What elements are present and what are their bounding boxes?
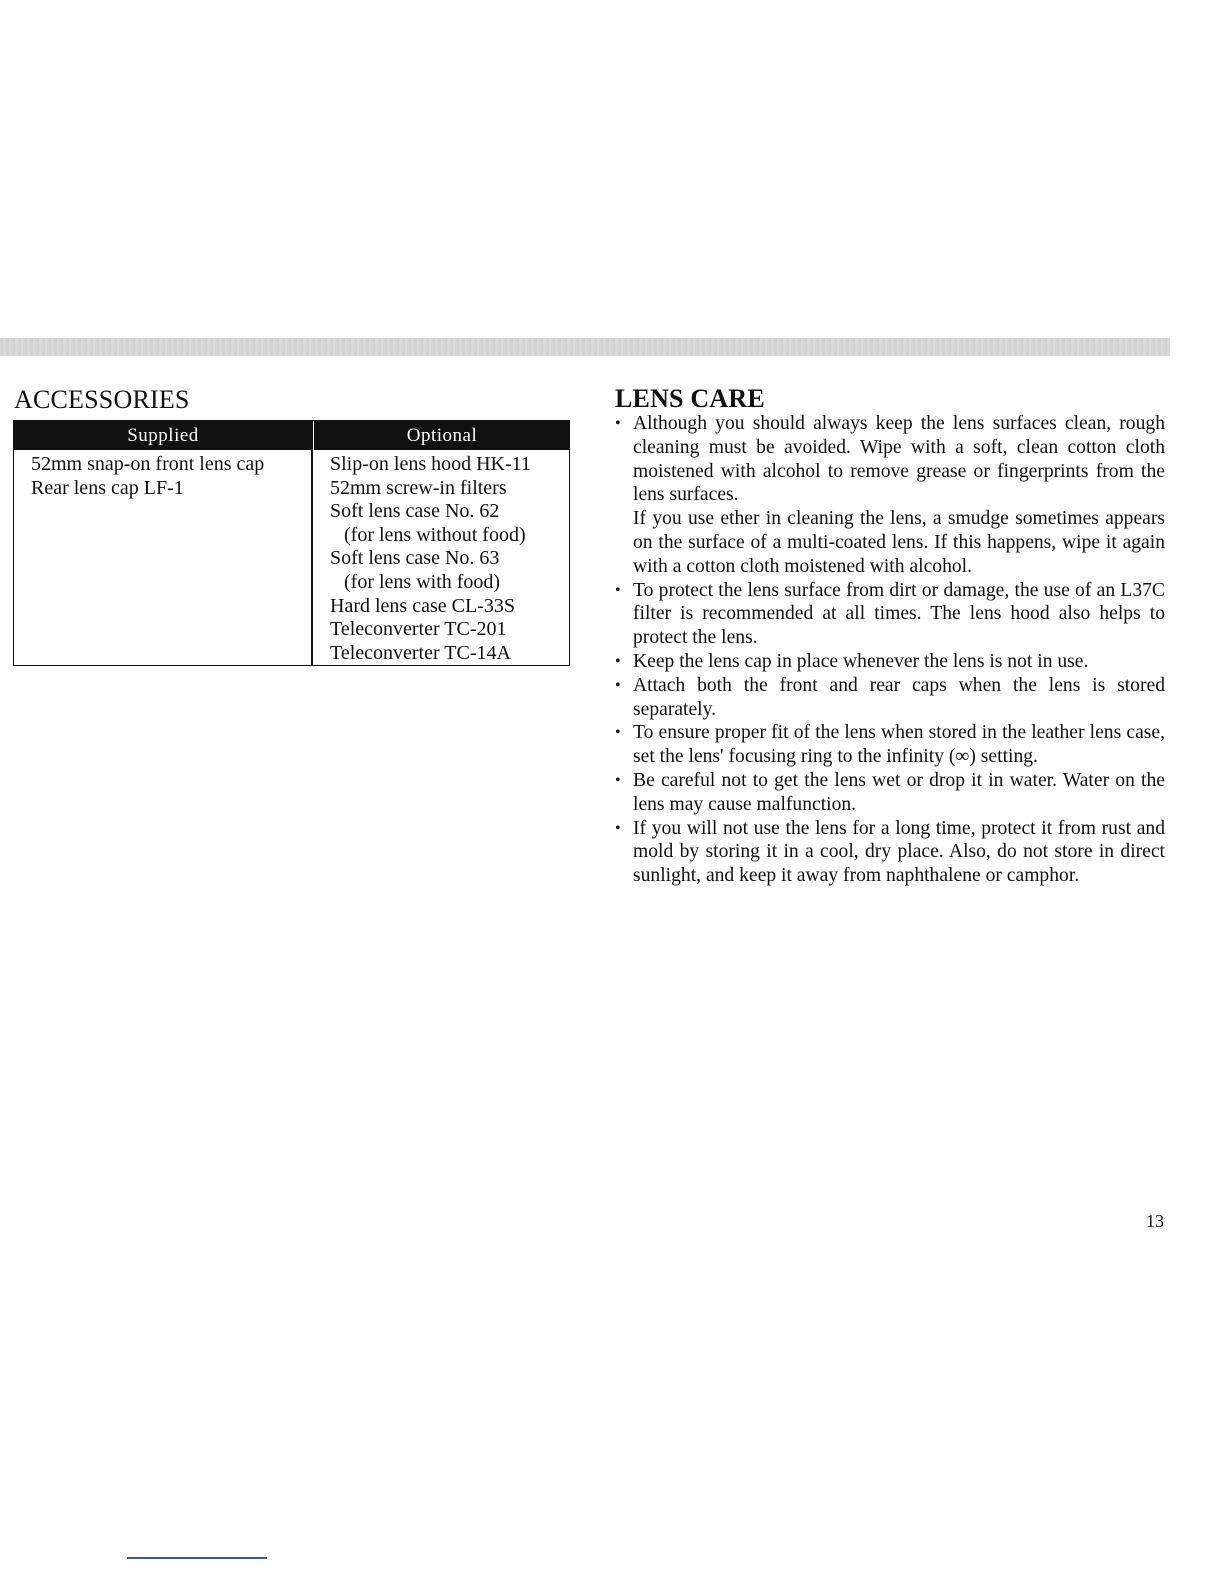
lens-care-item [614,721,1165,769]
optional-item: Soft lens case No. 63 [330,547,500,570]
bullet-icon: • [615,676,621,694]
optional-item: Soft lens case No. 62 [330,500,500,523]
lens-care-text: To ensure proper fit of the lens when stored in the leather lens case, set the lens' focusing ring to the infinity (∞) setting. [633,722,1165,768]
supplied-item: Rear lens cap LF-1 [31,476,184,499]
supplied-column [31,453,309,500]
lens-care-title: LENS CARE [615,384,765,413]
optional-item-note: (for lens with food) [344,570,501,593]
bottom-rule [127,1557,267,1559]
lens-care-item [614,817,1165,888]
bullet-icon: • [615,724,621,742]
bullet-icon: • [615,652,621,670]
header-band [0,338,1170,356]
optional-column [330,453,570,665]
page-number: 13 [1146,1211,1164,1231]
optional-item-note: (for lens without food) [344,523,526,546]
lens-care-list [614,412,1165,888]
optional-item: Teleconverter TC-201 [330,618,507,641]
supplied-item: 52mm snap-on front lens cap [31,453,265,475]
lens-care-text: Although you should always keep the lens surfaces clean, rough cleaning must be avoided. Wipe with a soft, clean cotton cloth moistened with alcohol to remove grease or fingerprints from the lens surfaces. [633,413,1165,506]
lens-care-item [614,674,1165,722]
lens-care-text: Keep the lens cap in place whenever the lens is not in use. [633,650,1089,672]
lens-care-item [614,769,1165,817]
column-divider [311,421,313,665]
optional-item: Hard lens case CL-33S [330,594,515,617]
optional-header: Optional [314,421,570,450]
bullet-icon: • [615,415,621,432]
lens-care-item [614,650,1165,674]
lens-care-item [614,579,1165,650]
accessories-table [13,420,570,666]
bullet-icon: • [615,771,621,789]
lens-care-item [614,412,1165,579]
supplied-header: Supplied [14,421,312,450]
optional-item: 52mm screw-in filters [330,476,507,499]
bullet-icon: • [615,819,621,837]
accessories-title: ACCESSORIES [14,385,190,414]
lens-care-text: Attach both the front and rear caps when the lens is stored separately. [633,674,1165,720]
lens-care-text: Be careful not to get the lens wet or drop it in water. Water on the lens may cause malfunction. [633,769,1165,815]
lens-care-text: If you use ether in cleaning the lens, a smudge sometimes appears on the surface of a multi-coated lens. If this happens, wipe it again with a cotton cloth moistened with alcohol. [633,508,1165,577]
bullet-icon: • [615,581,621,599]
optional-item: Slip-on lens hood HK-11 [330,453,531,475]
optional-item: Teleconverter TC-14A [330,641,511,664]
lens-care-text: If you will not use the lens for a long time, protect it from rust and mold by storing it in a cool, dry place. Also, do not store in direct sunlight, and keep it away from naphthalene or camphor. [633,817,1165,887]
lens-care-text: To protect the lens surface from dirt or damage, the use of an L37C filter is recommended at all times. The lens hood also helps to protect the lens. [633,579,1165,649]
